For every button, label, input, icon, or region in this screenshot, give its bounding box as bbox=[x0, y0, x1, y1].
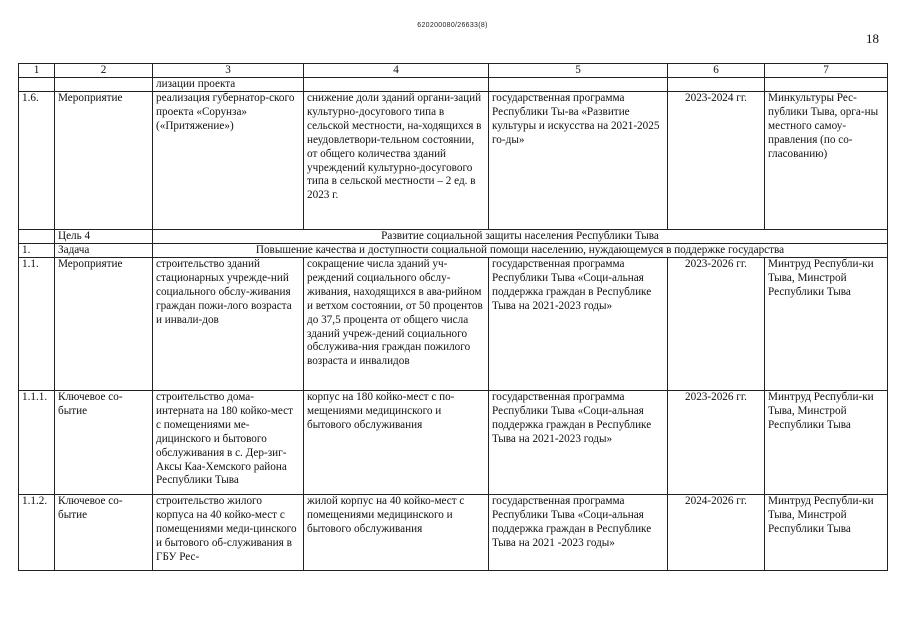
row-name: строительство жилого корпуса на 40 койко-мест с помещениями меди-цинского и бытового об-служивания в ГБУ Рес- bbox=[153, 495, 304, 571]
row-type: Ключевое со-бытие bbox=[55, 391, 153, 495]
row-type: Мероприятие bbox=[55, 258, 153, 391]
goal-label: Цель 4 bbox=[55, 230, 153, 244]
row-result: жилой корпус на 40 койко-мест с помещениями медицинского и бытового обслуживания bbox=[304, 495, 489, 571]
column-header: 4 bbox=[304, 64, 489, 78]
column-header-row bbox=[19, 64, 888, 78]
row-responsible: Минтруд Республи-ки Тыва, Минстрой Республики Тыва bbox=[765, 258, 888, 391]
table-row bbox=[19, 92, 888, 230]
row-period: 2024-2026 гг. bbox=[668, 495, 765, 571]
table-row bbox=[19, 391, 888, 495]
continued-text: лизации проекта bbox=[153, 78, 304, 92]
column-header: 2 bbox=[55, 64, 153, 78]
row-number: 1.6. bbox=[19, 92, 55, 230]
table-row bbox=[19, 495, 888, 571]
task-number: 1. bbox=[19, 244, 55, 258]
row-number: 1.1.1. bbox=[19, 391, 55, 495]
column-header: 7 bbox=[765, 64, 888, 78]
row-responsible: Минтруд Республи-ки Тыва, Минстрой Республики Тыва bbox=[765, 391, 888, 495]
row-number: 1.1. bbox=[19, 258, 55, 391]
continuation-row bbox=[19, 78, 888, 92]
column-header: 6 bbox=[668, 64, 765, 78]
goal-text: Развитие социальной защиты населения Республики Тыва bbox=[153, 230, 888, 244]
row-program: государственная программа Республики Тыва «Соци-альная поддержка граждан в Республике Тыва на 2021 -2023 годы» bbox=[489, 495, 668, 571]
column-header: 3 bbox=[153, 64, 304, 78]
row-responsible: Минтруд Республи-ки Тыва, Минстрой Республики Тыва bbox=[765, 495, 888, 571]
table-row bbox=[19, 258, 888, 391]
row-name: строительство дома-интерната на 180 койко-мест с помещениями ме-дицинского и бытового обслуживания в с. Дер-зиг-Аксы Каа-Хемского района Республики Тыва bbox=[153, 391, 304, 495]
row-result: снижение доли зданий органи-заций культурно-досугового типа в сельской местности, на-ходящихся в неудовлетвори-тельном состоянии, от общего количества зданий учреждений культурно-досугового типа в сельской местности – 2 ед. в 2023 г. bbox=[304, 92, 489, 230]
page-number: 18 bbox=[866, 31, 879, 46]
row-name: строительство зданий стационарных учрежде-ний социального обслу-живания граждан пожи-лого возраста и инвали-дов bbox=[153, 258, 304, 391]
column-header: 1 bbox=[19, 64, 55, 78]
row-program: государственная программа Республики Тыва «Соци-альная поддержка граждан в Республике Тыва на 2021-2023 годы» bbox=[489, 258, 668, 391]
row-program: государственная программа Республики Ты-ва «Развитие культуры и искусства на 2021-2025 го-ды» bbox=[489, 92, 668, 230]
row-result: сокращение числа зданий уч-реждений социального обслу-живания, находящихся в ава-рийном и ветхом состоянии, от 50 процентов до 37,5 процента от общего числа зданий учреж-дений социального обслужива-ния граждан пожилого возраста и инвалидов bbox=[304, 258, 489, 391]
document-number: 620200080/26633(8) bbox=[417, 22, 488, 29]
row-program: государственная программа Республики Тыва «Соци-альная поддержка граждан в Республике Тыва на 2021-2023 годы» bbox=[489, 391, 668, 495]
goal-row bbox=[19, 230, 888, 244]
row-period: 2023-2026 гг. bbox=[668, 391, 765, 495]
row-result: корпус на 180 койко-мест с по-мещениями медицинского и бытового обслуживания bbox=[304, 391, 489, 495]
plan-table bbox=[18, 63, 888, 571]
row-number: 1.1.2. bbox=[19, 495, 55, 571]
task-row bbox=[19, 244, 888, 258]
column-header: 5 bbox=[489, 64, 668, 78]
row-type: Ключевое со-бытие bbox=[55, 495, 153, 571]
row-period: 2023-2026 гг. bbox=[668, 258, 765, 391]
row-type: Мероприятие bbox=[55, 92, 153, 230]
row-responsible: Минкультуры Рес-публики Тыва, орга-ны местного самоу-правления (по со-гласованию) bbox=[765, 92, 888, 230]
task-label: Задача bbox=[55, 244, 153, 258]
task-text: Повышение качества и доступности социальной помощи населению, нуждающемуся в поддержке государства bbox=[153, 244, 888, 258]
row-name: реализация губернатор-ского проекта «Сорунза» («Притяжение») bbox=[153, 92, 304, 230]
row-period: 2023-2024 гг. bbox=[668, 92, 765, 230]
